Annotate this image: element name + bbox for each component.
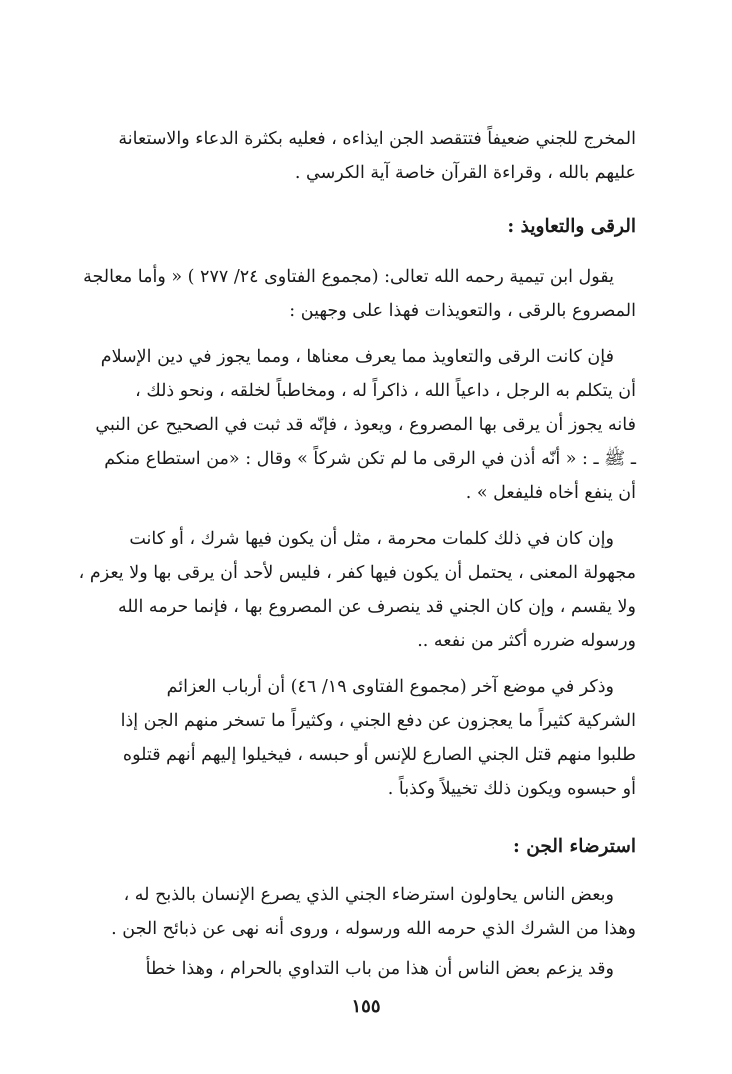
paragraph-line: وذكر في موضع آخر (مجموع الفتاوى ١٩/ ٤٦) أن أرباب العزائم [166, 677, 614, 697]
paragraph-line: وهذا من الشرك الذي حرمه الله ورسوله ، وروى أنه نهى عن ذبائح الجن . [111, 919, 636, 939]
paragraph-4 [78, 522, 636, 658]
paragraph-line: المصروع بالرقى ، والتعويذات فهذا على وجهين : [289, 301, 636, 321]
section-heading-istirda: استرضاء الجن : [513, 836, 636, 857]
paragraph-line: ـ ﷺ ـ : « أنّه أذن في الرقى ما لم تكن شركاً » وقال : «من استطاع منكم [104, 449, 636, 469]
paragraph-line: فانه يجوز أن يرقى بها المصروع ، ويعوذ ، فإنّه قد ثبت في الصحيح عن النبي [95, 415, 636, 435]
paragraph-line: أو حبسوه ويكون ذلك تخييلاً وكذباً . [387, 779, 636, 799]
paragraph-line: طلبوا منهم قتل الجني الصارع للإنس أو حبسه ، فيخيلوا إليهم أنهم قتلوه [122, 745, 636, 765]
paragraph-line: أن ينفع أخاه فليفعل » . [465, 483, 636, 503]
paragraph-line: وبعض الناس يحاولون استرضاء الجني الذي يصرع الإنسان بالذبح له ، [123, 885, 614, 905]
paragraph-line: مجهولة المعنى ، يحتمل أن يكون فيها كفر ، فليس لأحد أن يرقى بها ولا يعزم ، [78, 563, 636, 583]
page-number: ١٥٥ [351, 996, 381, 1017]
paragraph-5 [96, 670, 636, 806]
paragraph-3 [96, 340, 636, 510]
paragraph-line: ولا يقسم ، وإن كان الجني قد ينصرف عن المصروع بها ، فإنما حرمه الله [118, 597, 636, 617]
paragraph-2 [83, 260, 636, 328]
paragraph-line: المخرج للجني ضعيفاً فتتقصد الجن ايذاءه ، فعليه بكثرة الدعاء والاستعانة [118, 129, 636, 149]
paragraph-line: ورسوله ضرره أكثر من نفعه .. [417, 631, 636, 651]
paragraph-line: فإن كانت الرقى والتعاويذ مما يعرف معناها ، ومما يجوز في دين الإسلام [100, 347, 614, 367]
paragraph-line: أن يتكلم به الرجل ، داعياً الله ، ذاكراً له ، ومخاطباً لخلقه ، ونحو ذلك ، [135, 381, 636, 401]
paragraph-line: عليهم بالله ، وقراءة القرآن خاصة آية الكرسي . [294, 163, 636, 183]
paragraph-6 [96, 878, 636, 946]
paragraph-1 [96, 122, 636, 190]
paragraph-7 [96, 952, 636, 986]
section-heading-ruqa: الرقى والتعاويذ : [507, 216, 636, 237]
paragraph-line: وقد يزعم بعض الناس أن هذا من باب التداوي بالحرام ، وهذا خطأ [145, 959, 614, 979]
paragraph-line: الشركية كثيراً ما يعجزون عن دفع الجني ، وكثيراً ما تسخر منهم الجن إذا [120, 711, 636, 731]
paragraph-line: يقول ابن تيمية رحمه الله تعالى: (مجموع الفتاوى ٢٤/ ٢٧٧ ) « وأما معالجة [83, 267, 614, 287]
paragraph-line: وإن كان في ذلك كلمات محرمة ، مثل أن يكون فيها شرك ، أو كانت [129, 529, 614, 549]
